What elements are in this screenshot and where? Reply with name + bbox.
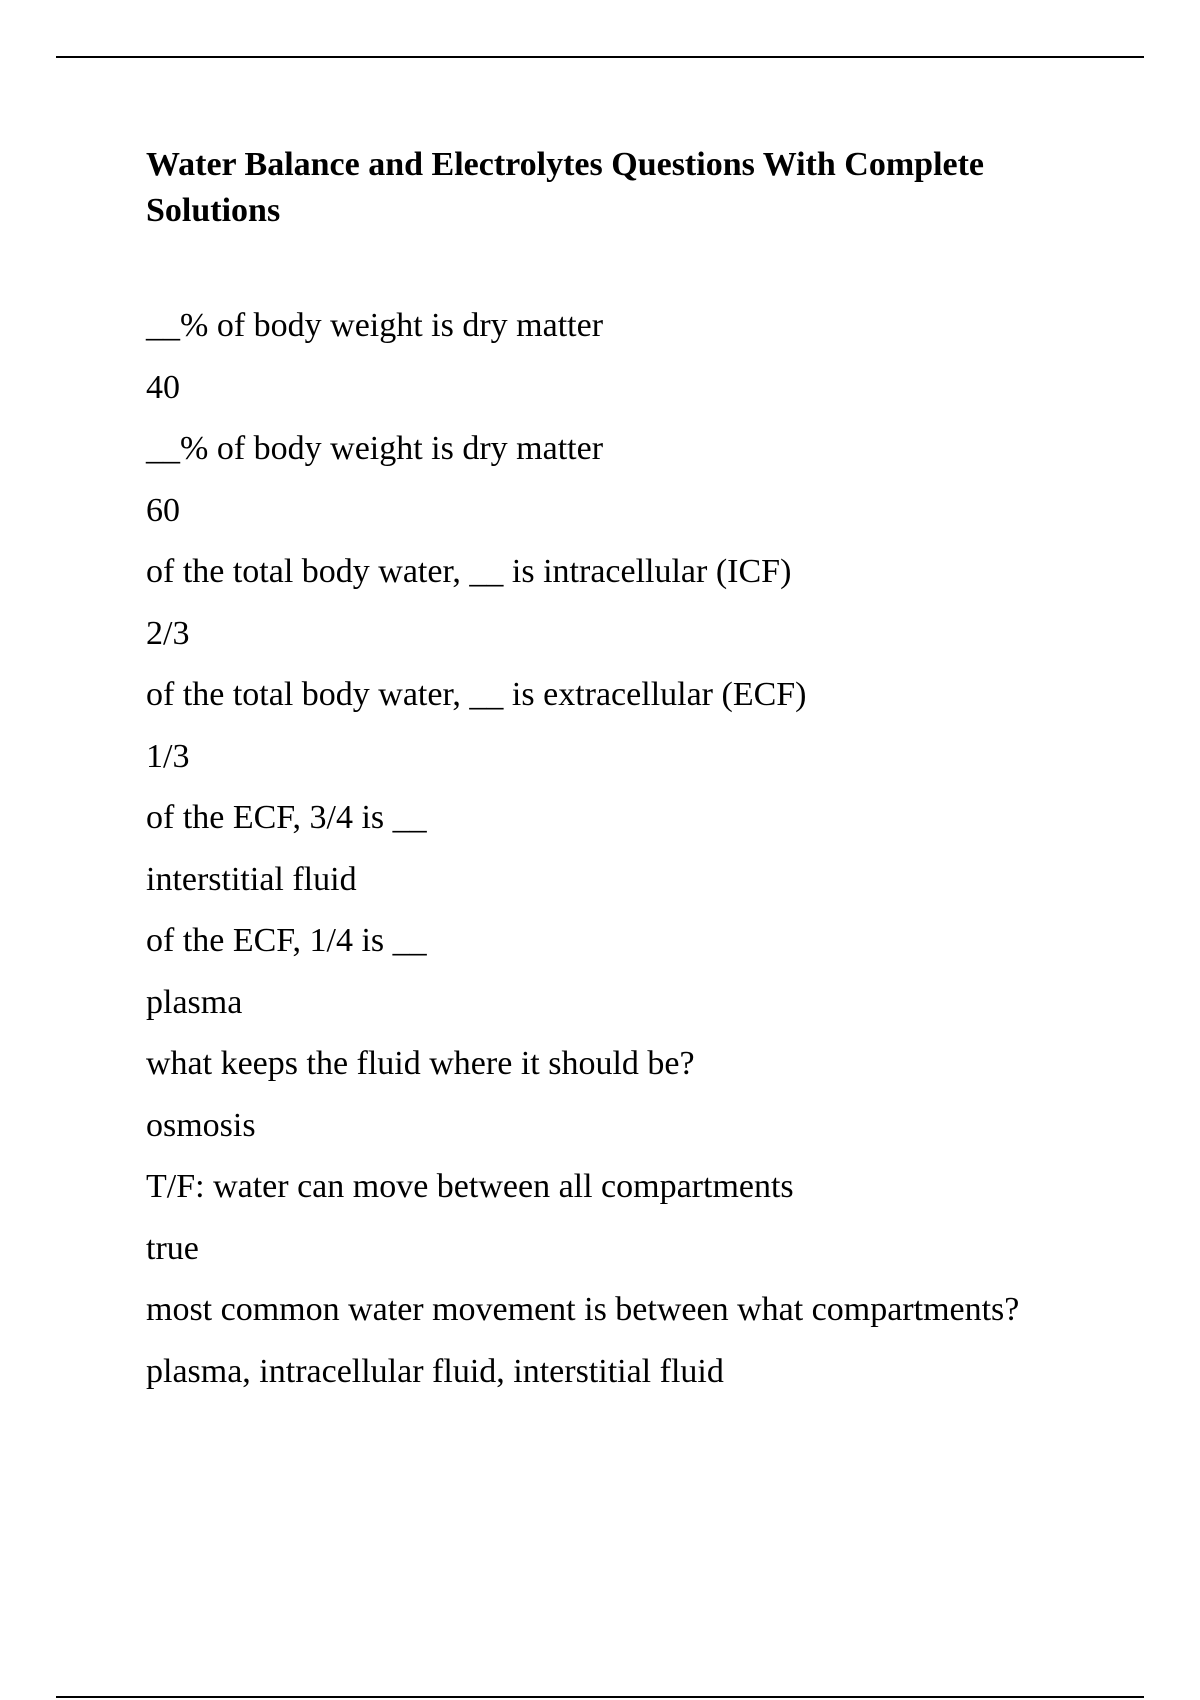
question-text: __% of body weight is dry matter: [146, 307, 604, 344]
answer-text: interstitial fluid: [146, 860, 357, 898]
answer-text: plasma: [146, 983, 243, 1021]
question-text: of the total body water, __ is intracellular (ICF): [146, 553, 792, 590]
answer-text: 2/3: [146, 614, 190, 652]
question-text: what keeps the fluid where it should be?: [146, 1045, 695, 1082]
answer-text: true: [146, 1229, 199, 1267]
qa-item: [146, 308, 1106, 431]
question-text: of the ECF, 3/4 is __: [146, 799, 427, 836]
answer-text: 40: [146, 368, 180, 406]
qa-item: [146, 1292, 1106, 1415]
qa-item: [146, 923, 1106, 1046]
qa-item: [146, 1046, 1106, 1169]
answer-text: 1/3: [146, 737, 190, 775]
header-rule: [56, 56, 1144, 58]
answer-text: osmosis: [146, 1106, 256, 1144]
qa-item: [146, 554, 1106, 677]
answer-text: 60: [146, 491, 180, 529]
footer-rule: [56, 1696, 1144, 1698]
question-answer-list: [146, 308, 1106, 1415]
document-title: Water Balance and Electrolytes Questions With Complete Solutions: [146, 146, 985, 229]
question-text: of the ECF, 1/4 is __: [146, 922, 427, 959]
answer-text: plasma, intracellular fluid, interstitial fluid: [146, 1352, 724, 1390]
question-text: most common water movement is between what compartments?: [146, 1291, 1020, 1328]
qa-item: [146, 677, 1106, 800]
qa-item: [146, 431, 1106, 554]
qa-item: [146, 800, 1106, 923]
qa-item: [146, 1169, 1106, 1292]
question-text: T/F: water can move between all compartments: [146, 1168, 794, 1205]
question-text: of the total body water, __ is extracellular (ECF): [146, 676, 807, 713]
question-text: __% of body weight is dry matter: [146, 430, 604, 467]
